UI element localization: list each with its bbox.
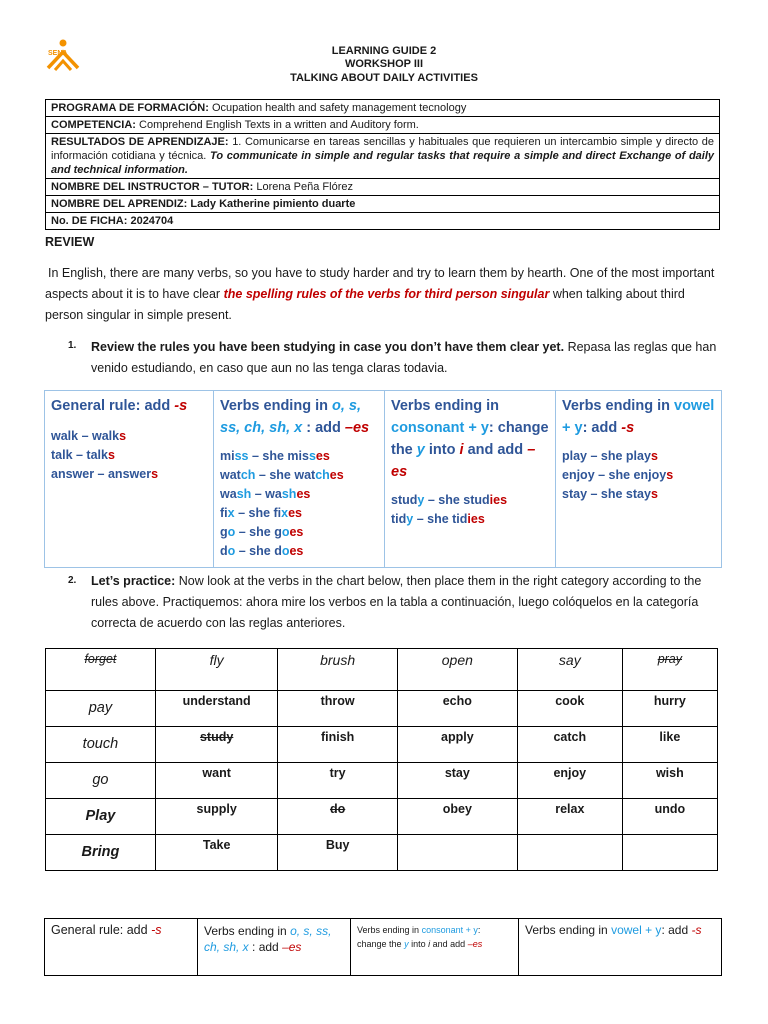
- verb-cell: brush: [278, 649, 397, 691]
- example-suffix: s: [650, 487, 658, 501]
- resultados-es: 1. Comunicarse en tareas sencillas y habituales que requieren un intercambio simple y directo de información cotidiana y técnica.: [51, 136, 714, 162]
- example-base: enjoy – she enjoy: [562, 468, 667, 482]
- rule2-examples: [220, 447, 378, 561]
- category3-into: into: [411, 939, 426, 949]
- aprendiz-label: NOMBRE DEL APRENDIZ:: [51, 198, 188, 210]
- resultados-row: [46, 134, 720, 179]
- verb-cell: [397, 835, 517, 871]
- rule2-suffix: –es: [344, 420, 370, 436]
- verb-cell: stay: [397, 763, 517, 799]
- rule-example: [51, 446, 207, 465]
- category4-add: : add: [661, 923, 689, 937]
- example-ending: y: [406, 512, 414, 526]
- example-suffix: ies: [467, 512, 485, 526]
- verb-cell: finish: [278, 727, 397, 763]
- rule3-suffix: –es: [391, 442, 536, 480]
- rule3-and-add: and add: [467, 442, 524, 458]
- example-middle: – she tid: [413, 512, 468, 526]
- verb-cell: catch: [517, 727, 622, 763]
- verbs-table: [45, 648, 718, 871]
- rule-example: [220, 485, 378, 504]
- category2-label: Verbs ending in: [204, 924, 287, 938]
- step1-rest: Repasa las reglas que han venido estudiando, en caso que aun no las tenga claras todavia.: [91, 340, 717, 375]
- verb-cell: fly: [155, 649, 278, 691]
- rule-example: [562, 485, 715, 504]
- verb-cell: pray: [622, 649, 717, 691]
- review-paragraph: [45, 263, 725, 326]
- category3-suffix: –es: [467, 939, 483, 949]
- verb-cell: do: [278, 799, 397, 835]
- category2-endings: o, s, ss, ch, sh, x: [204, 924, 332, 954]
- example-base: walk – walk: [51, 429, 120, 443]
- example-ending2: o: [281, 525, 290, 539]
- example-middle: – she mis: [248, 449, 309, 463]
- example-stem: mi: [220, 449, 235, 463]
- verb-cell: go: [46, 763, 156, 799]
- rule3-y: y: [416, 442, 425, 458]
- example-middle: – wa: [251, 487, 282, 501]
- step1-text: [91, 337, 721, 379]
- example-ending2: x: [281, 506, 289, 520]
- example-stem: wa: [220, 487, 237, 501]
- example-suffix: es: [315, 449, 330, 463]
- review-heading: REVIEW: [45, 235, 95, 249]
- rule-example: [391, 510, 549, 529]
- rule-general-suffix: -s: [174, 398, 188, 414]
- example-middle: – she fi: [234, 506, 282, 520]
- rule-vowel-y: [556, 391, 722, 568]
- rule2-endings: o, s, ss, ch, sh, x: [220, 398, 362, 436]
- example-suffix: es: [289, 544, 304, 558]
- example-suffix: es: [296, 487, 311, 501]
- verb-cell: open: [397, 649, 517, 691]
- example-ending: o: [227, 544, 236, 558]
- guide-title: LEARNING GUIDE 2: [331, 45, 437, 57]
- rules-table: [44, 390, 722, 568]
- category-vowel-y[interactable]: [519, 919, 722, 976]
- category2-add: : add: [252, 940, 279, 954]
- example-suffix: ies: [489, 493, 508, 507]
- verbs-row: [46, 691, 718, 727]
- verb-cell: Bring: [46, 835, 156, 871]
- example-base: talk – talk: [51, 448, 108, 462]
- example-suffix: s: [650, 449, 658, 463]
- verb-cell: [517, 835, 622, 871]
- verb-cell: forget: [46, 649, 156, 691]
- verb-cell: pay: [46, 691, 156, 727]
- verb-cell: want: [155, 763, 278, 799]
- verb-cell: cook: [517, 691, 622, 727]
- example-ending: ss: [234, 449, 249, 463]
- category-consonant-y[interactable]: [351, 919, 519, 976]
- example-ending2: sh: [281, 487, 297, 501]
- verb-cell: supply: [155, 799, 278, 835]
- verb-cell: [622, 835, 717, 871]
- category3-and-add: and add: [432, 939, 466, 949]
- competencia-value: Comprehend English Texts in a written and Auditory form.: [139, 119, 419, 131]
- instructor-row: [46, 179, 720, 196]
- example-suffix: s: [119, 429, 127, 443]
- programa-row: [46, 100, 720, 117]
- verb-cell: understand: [155, 691, 278, 727]
- programa-label: PROGRAMA DE FORMACIÓN:: [51, 102, 209, 114]
- rule2-add: : add: [306, 420, 341, 436]
- example-stem: stud: [391, 493, 418, 507]
- aprendiz-row: [46, 196, 720, 213]
- step2-bold2: in the right category according to the rules above. Practiquemos: ahora mire los verbos en la tabla a continuación, luego colóquelos en la categoría correcta de acuerdo con las reglas anteriores.: [91, 574, 702, 630]
- verbs-row: [46, 799, 718, 835]
- rule-general-title: General rule: add: [51, 398, 171, 414]
- rule-example: [391, 491, 549, 510]
- rule3-into: into: [428, 442, 456, 458]
- example-ending2: ch: [315, 468, 330, 482]
- topic-title: TALKING ABOUT DAILY ACTIVITIES: [290, 72, 478, 84]
- verb-cell: like: [622, 727, 717, 763]
- rule-example: [51, 427, 207, 446]
- rule3-endings: consonant + y: [391, 420, 489, 436]
- example-stem: tid: [391, 512, 407, 526]
- verb-cell: touch: [46, 727, 156, 763]
- resultados-en: To communicate in simple and regular tasks that require a simple and direct Exchange of daily and technical information.: [51, 150, 715, 176]
- rule4-examples: [562, 447, 715, 504]
- rule-example: [220, 542, 378, 561]
- rule-example: [220, 466, 378, 485]
- category3-endings: consonant + y: [421, 925, 478, 935]
- example-suffix: es: [288, 506, 302, 520]
- step2-number: 2.: [68, 575, 77, 586]
- verbs-row: [46, 763, 718, 799]
- category3-i: i: [428, 939, 431, 949]
- logo-text: SENA: [48, 50, 68, 57]
- rule3-examples: [391, 491, 549, 529]
- example-ending: ch: [240, 468, 256, 482]
- rule3-change: : change the: [391, 420, 549, 458]
- example-ending: o: [227, 525, 236, 539]
- verbs-row: [46, 727, 718, 763]
- verb-cell: obey: [397, 799, 517, 835]
- rule-example: [220, 523, 378, 542]
- review-text: In English, there are many verbs, so you have to study harder and try to learn them by hearth. One of the most important aspects about it is to have clear: [45, 266, 715, 301]
- verb-cell: hurry: [622, 691, 717, 727]
- rule-consonant-y: [385, 391, 556, 568]
- example-stem: fi: [220, 506, 228, 520]
- aprendiz-value: Lady Katherine pimiento duarte: [190, 198, 356, 210]
- workshop-title: WORKSHOP III: [344, 58, 424, 70]
- rule3-i: i: [459, 442, 464, 458]
- rule4-endings: vowel + y: [562, 398, 715, 436]
- example-middle: – she wat: [255, 468, 316, 482]
- example-ending: x: [227, 506, 235, 520]
- example-ending2: s: [308, 449, 316, 463]
- category3-change: : change the: [357, 925, 481, 949]
- verb-cell: try: [278, 763, 397, 799]
- rule4-add: : add: [582, 420, 618, 436]
- rule4-suffix: -s: [621, 420, 635, 436]
- step1-number: 1.: [68, 340, 77, 351]
- instructor-label: NOMBRE DEL INSTRUCTOR – TUTOR:: [51, 181, 254, 193]
- ficha-value: 2024704: [130, 215, 174, 227]
- competencia-label: COMPETENCIA:: [51, 119, 136, 131]
- verb-cell: throw: [278, 691, 397, 727]
- rule-o-s-ss: [214, 391, 385, 568]
- rule-example: [51, 465, 207, 484]
- step1-bold: Review the rules you have been studying in case you don’t have them clear yet.: [91, 340, 565, 354]
- competencia-row: [46, 117, 720, 134]
- rule-general: [45, 391, 214, 568]
- category-general[interactable]: [45, 919, 198, 976]
- programa-value: Ocupation health and safety management tecnology: [211, 102, 467, 114]
- step2-text: [91, 571, 721, 634]
- category4-label: Verbs ending in: [525, 923, 608, 937]
- example-middle: – she d: [235, 544, 282, 558]
- verb-cell: echo: [397, 691, 517, 727]
- example-stem: d: [220, 544, 228, 558]
- rule2-title: Verbs ending in: [220, 398, 328, 414]
- verbs-row: [46, 835, 718, 871]
- category-general-suffix: -s: [151, 923, 162, 937]
- example-middle: – she stud: [424, 493, 490, 507]
- verb-cell: study: [155, 727, 278, 763]
- example-stem: wat: [220, 468, 241, 482]
- example-ending: sh: [236, 487, 252, 501]
- category4-suffix: -s: [691, 923, 702, 937]
- category3-label: Verbs ending in: [357, 925, 420, 935]
- rule3-title: Verbs ending in: [391, 398, 499, 414]
- verb-cell: say: [517, 649, 622, 691]
- verb-cell: Buy: [278, 835, 397, 871]
- example-stem: g: [220, 525, 228, 539]
- example-suffix: s: [666, 468, 674, 482]
- verb-cell: apply: [397, 727, 517, 763]
- rule-general-examples: [51, 427, 207, 484]
- step2-bold1: Let’s practice:: [91, 574, 176, 588]
- verbs-row: [46, 649, 718, 691]
- ficha-row: [46, 213, 720, 230]
- rule4-title: Verbs ending in: [562, 398, 670, 414]
- example-ending: y: [417, 493, 425, 507]
- verb-cell: Play: [46, 799, 156, 835]
- example-middle: – she g: [235, 525, 282, 539]
- category3-y: y: [404, 939, 409, 949]
- example-suffix: s: [107, 448, 115, 462]
- example-base: answer – answer: [51, 467, 152, 481]
- category-general-label: General rule: add: [51, 923, 148, 937]
- review-highlight: the spelling rules of the verbs for third person singular: [223, 287, 550, 301]
- verb-cell: relax: [517, 799, 622, 835]
- example-suffix: s: [151, 467, 159, 481]
- example-ending2: o: [281, 544, 290, 558]
- verb-cell: undo: [622, 799, 717, 835]
- info-table: [45, 99, 720, 230]
- example-base: stay – she stay: [562, 487, 651, 501]
- rule-example: [220, 447, 378, 466]
- step2-text1: Now look at the verbs in the chart below, then place them: [178, 574, 496, 588]
- review-text-end: when talking about third person singular in simple present.: [45, 287, 685, 322]
- category-o-s-ss[interactable]: [198, 919, 351, 976]
- ficha-label: No. DE FICHA:: [51, 215, 128, 227]
- example-suffix: es: [329, 468, 344, 482]
- categories-table: [44, 918, 722, 976]
- example-suffix: es: [289, 525, 304, 539]
- rule-example: [220, 504, 378, 523]
- verb-cell: Take: [155, 835, 278, 871]
- category2-suffix: –es: [282, 940, 302, 954]
- rule-example: [562, 447, 715, 466]
- verb-cell: enjoy: [517, 763, 622, 799]
- category4-endings: vowel + y: [611, 923, 662, 937]
- example-base: play – she play: [562, 449, 651, 463]
- rule-example: [562, 466, 715, 485]
- resultados-label: RESULTADOS DE APRENDIZAJE:: [51, 136, 229, 148]
- instructor-value: Lorena Peña Flórez: [256, 181, 353, 193]
- verb-cell: wish: [622, 763, 717, 799]
